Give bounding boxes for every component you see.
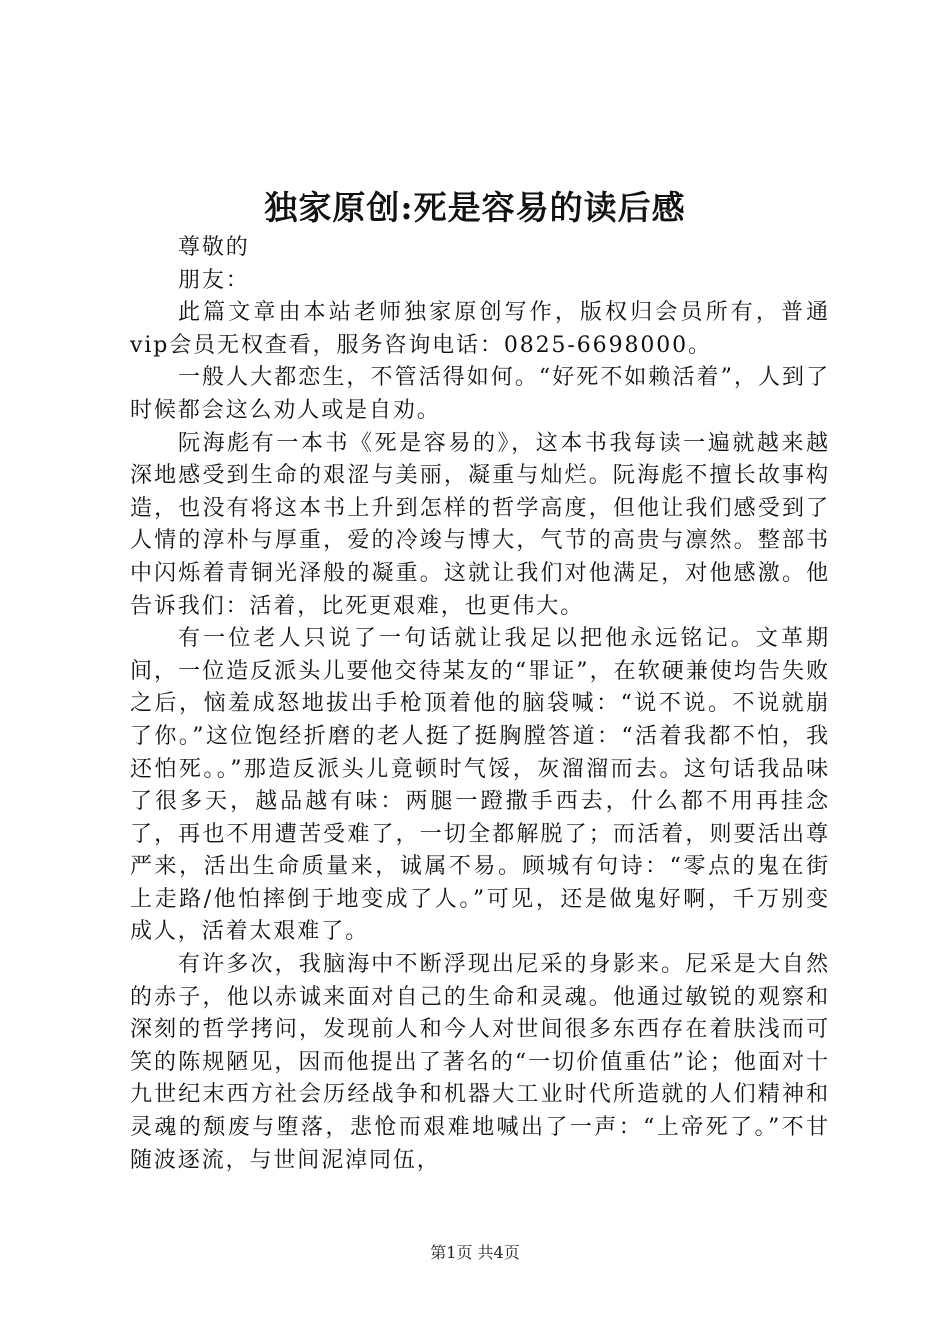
salutation-line-1: 尊敬的 bbox=[178, 235, 250, 260]
paragraph-1: 此篇文章由本站老师独家原创写作，版权归会员所有，普通vip会员无权查看，服务咨询电话：0825-6698000。 bbox=[130, 300, 830, 358]
paragraph-2: 一般人大都恋生，不管活得如何。“好死不如赖活着”，人到了时候都会这么劝人或是自劝。 bbox=[130, 365, 830, 423]
paragraph-5: 有许多次，我脑海中不断浮现出尼采的身影来。尼采是大自然的赤子，他以赤诚来面对自己的生命和灵魂。他通过敏锐的观察和深刻的哲学拷问，发现前人和今人对世间很多东西存在着肤浅而可笑的陈规陋见，因而他提出了著名的“一切价值重估”论；他面对十九世纪末西方社会历经战争和机器大工业时代所造就的人们精神和灵魂的颓废与堕落，悲怆而艰难地喊出了一声：“上帝死了。”不甘随波逐流，与世间泥淖同伍， bbox=[130, 952, 830, 1173]
page-footer: 第1页 共4页 bbox=[430, 1243, 520, 1262]
document-body bbox=[130, 232, 830, 1177]
paragraph-4: 有一位老人只说了一句话就让我足以把他永远铭记。文革期间，一位造反派头儿要他交待某友的“罪证”，在软硬兼使均告失败之后，恼羞成怒地拔出手枪顶着他的脑袋喊：“说不说。不说就崩了你。”这位饱经折磨的老人挺了挺胸膛答道：“活着我都不怕，我还怕死。。”那造反派头儿竟顿时气馁，灰溜溜而去。这句话我品味了很多天，越品越有味：两腿一蹬撒手西去，什么都不用再挂念了，再也不用遭苦受难了，一切全都解脱了；而活着，则要活出尊严来，活出生命质量来，诚属不易。顾城有句诗：“零点的鬼在街上走路/他怕摔倒于地变成了人。”可见，还是做鬼好啊，千万别变成人，活着太艰难了。 bbox=[130, 626, 830, 945]
document-title: 独家原创:死是容易的读后感 bbox=[264, 188, 686, 227]
paragraph-3: 阮海彪有一本书《死是容易的》，这本书我每读一遍就越来越深地感受到生命的艰涩与美丽，凝重与灿烂。阮海彪不擅长故事构造，也没有将这本书上升到怎样的哲学高度，但他让我们感受到了人情的淳朴与厚重，爱的冷竣与博大，气节的高贵与凛然。整部书中闪烁着青铜光泽般的凝重。这就让我们对他满足，对他感激。他告诉我们：活着，比死更艰难，也更伟大。 bbox=[130, 430, 830, 619]
salutation-line-2: 朋友： bbox=[178, 267, 250, 293]
